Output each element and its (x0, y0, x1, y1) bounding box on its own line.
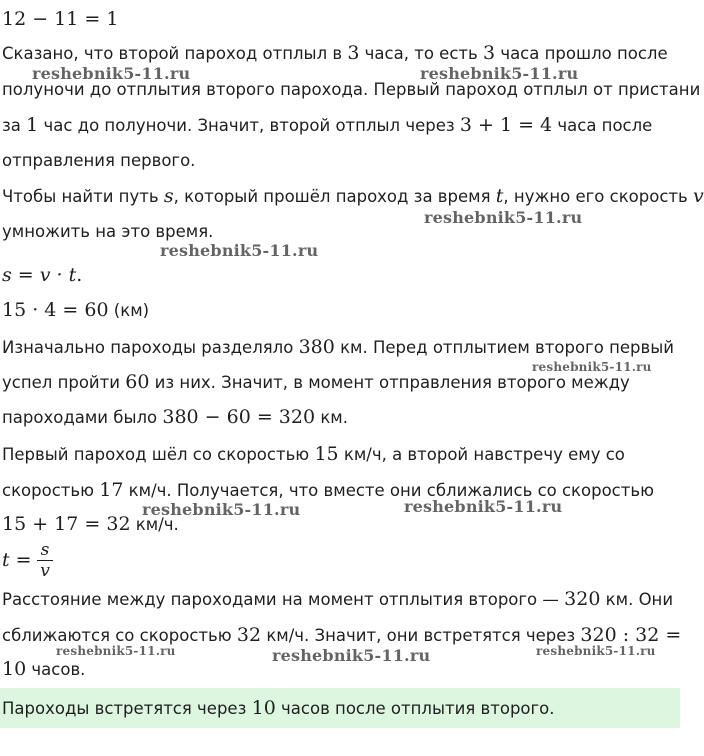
math-expression: 15 · 4 = 60 (2, 299, 109, 321)
math-expression: 320 : 32 = (580, 624, 682, 646)
text: час до полуночи. Значит, второй отплыл через (38, 116, 460, 135)
text: . (76, 264, 83, 286)
text-line (2, 406, 348, 429)
math-formula: t = (2, 549, 32, 571)
text: полуночи до отплытия второго парохода. Первый пароход отплыл от пристани (2, 80, 701, 99)
watermark: reshebnik5-11.ru (160, 241, 319, 260)
math-expression: 12 − 11 = 1 (2, 8, 119, 30)
math-number: 10 (251, 697, 276, 719)
text: сближаются со скоростью (2, 626, 237, 645)
math-number: 32 (236, 624, 262, 646)
watermark: reshebnik5-11.ru (142, 500, 301, 519)
text: часа, то есть (359, 44, 483, 63)
math-expression: 15 + 17 = 32 (2, 513, 131, 535)
answer-line (2, 697, 555, 720)
text-line (2, 42, 668, 65)
fraction-denominator: v (40, 561, 50, 581)
text: км. (315, 408, 348, 427)
text-line (2, 658, 85, 681)
watermark: reshebnik5-11.ru (424, 208, 583, 227)
formula-line (2, 549, 32, 572)
watermark: reshebnik5-11.ru (532, 360, 652, 374)
fraction-numerator: s (40, 540, 50, 560)
math-number: 17 (99, 479, 124, 501)
watermark: reshebnik5-11.ru (32, 64, 191, 83)
math-variable: v (692, 185, 704, 207)
math-number: 320 (564, 588, 601, 610)
text-line (2, 185, 704, 208)
text: км/ч. (130, 515, 179, 534)
text: из них. Значит, в момент отправления второго между (149, 373, 630, 392)
answer-text: Пароходы встретятся через (2, 699, 252, 718)
equation-line (2, 299, 149, 322)
text: км. Они (600, 590, 674, 609)
formula-line (2, 264, 82, 287)
text: часа прошло после (495, 44, 668, 63)
watermark: reshebnik5-11.ru (420, 64, 579, 83)
watermark: reshebnik5-11.ru (56, 644, 176, 658)
text-line (2, 336, 674, 359)
text: , который прошёл пароход за время (173, 187, 496, 206)
equation-line (2, 8, 118, 31)
text-line (2, 114, 652, 137)
text: пароходами было (2, 408, 163, 427)
math-variable: t (495, 185, 504, 207)
text: Чтобы найти путь (2, 187, 164, 206)
math-number: 1 (26, 114, 39, 136)
math-number: 15 (314, 443, 339, 465)
text-line (2, 588, 673, 611)
math-number: 10 (2, 658, 27, 680)
fraction (38, 540, 52, 581)
math-expression: 3 + 1 = 4 (459, 114, 553, 136)
text: скоростью (2, 481, 100, 500)
math-formula: s = v · t (2, 264, 77, 286)
text: часа после (552, 116, 653, 135)
text: км/ч. Значит, они встретятся через (261, 626, 581, 645)
text-line (2, 443, 625, 466)
text: за (2, 116, 27, 135)
watermark: reshebnik5-11.ru (404, 497, 563, 516)
answer-text: часов после отплытия второго. (275, 699, 555, 718)
text-line (2, 221, 213, 243)
text-line (2, 371, 630, 394)
text: Первый пароход шёл со скоростью (2, 445, 315, 464)
math-expression: 380 − 60 = 320 (162, 406, 316, 428)
watermark: reshebnik5-11.ru (272, 646, 431, 665)
text: умножить на это время. (2, 222, 214, 241)
text: Изначально пароходы разделяло (2, 338, 299, 357)
text-line (2, 150, 195, 172)
math-number: 60 (125, 371, 150, 393)
math-number: 3 (347, 42, 360, 64)
text: км. Перед отплытием второго первый (334, 338, 674, 357)
math-variable: s (163, 185, 174, 207)
math-number: 380 (298, 336, 335, 358)
text: успел пройти (2, 373, 126, 392)
text: отправления первого. (2, 151, 196, 170)
text: км/ч, а второй навстречу ему со (338, 445, 625, 464)
watermark: reshebnik5-11.ru (536, 644, 656, 658)
text: Расстояние между пароходами на момент отплытия второго — (2, 590, 565, 609)
text: км/ч. Получается, что вместе они сближались со скоростью (123, 481, 654, 500)
math-number: 3 (482, 42, 496, 64)
text: , нужно его скорость (503, 187, 693, 206)
text: Сказано, что второй пароход отплыл в (2, 44, 348, 63)
text: часов. (26, 660, 86, 679)
text: (км) (108, 301, 150, 320)
